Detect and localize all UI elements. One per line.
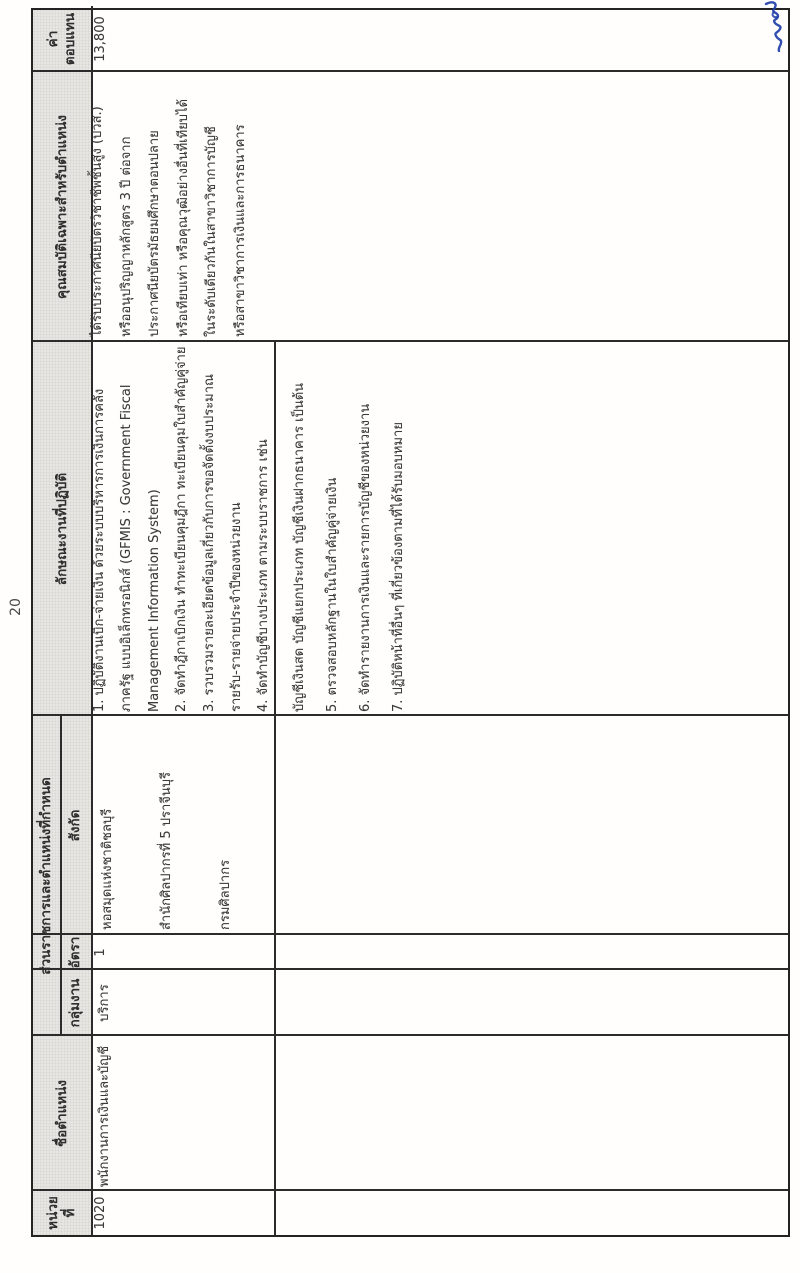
header-cell-unit-no [33, 1191, 91, 1235]
text-line: หรืออนุปริญญาหลักสูตร 3 ปี ต่อจาก [118, 136, 134, 337]
text-line: 7. ปฏิบัติหน้าที่อื่นๆ ที่เกี่ยวข้องตามที่ได้รับมอบหมาย [391, 422, 406, 712]
cell-job-description-part2 [283, 343, 423, 712]
header-cell-work-group [60, 970, 91, 1036]
table-frame [31, 8, 790, 1237]
text-line: ที่ [62, 1208, 78, 1218]
grid-vline-quota [33, 933, 788, 935]
header-cell-position-name [33, 1036, 91, 1191]
grid-vline-position [33, 1034, 788, 1036]
cell-position-name: พนักงานการเงินและบัญชี [97, 1045, 112, 1187]
text-line: ในระดับเดียวกันในสาขาวิชาการบัญชี [204, 126, 220, 337]
text-line: 3. รวบรวมรายละเอียดข้อมูลเกี่ยวกับการขอจัดตั้งงบประมาณ [201, 373, 217, 712]
cell-affiliation [78, 718, 273, 930]
header-label: ค่าตอบแทน [45, 12, 78, 66]
grid-vline-unit-no [33, 1189, 788, 1191]
header-cell-quota [60, 935, 91, 970]
header-cell-agency-group [33, 716, 60, 1036]
cell-compensation: 13,800 [93, 16, 108, 62]
header-cell-job-description [33, 342, 91, 716]
text-line: ภาครัฐ แบบอิเล็กทรอนิกส์ (GFMIS : Government Fiscal [119, 384, 135, 712]
pen-mark [756, 0, 800, 52]
cell-qualifications [84, 73, 260, 337]
text-line: กรมศิลปากร [218, 859, 233, 930]
text-line: 1. ปฏิบัติงานเบิก-จ่ายเงิน ด้วยระบบบริหารการเงินการคลัง [92, 388, 107, 712]
text-line: หอสมุดแห่งชาติชลบุรี [100, 808, 115, 930]
text-line: หรือสาขาวิชาการเงินและการธนาคาร [232, 124, 248, 337]
text-line: รายรับ-รายจ่ายประจำปีของหน่วยงาน [229, 502, 245, 712]
text-line: 6. จัดทำรายงานการเงินและรายการบัญชีของหน่วยงาน [358, 403, 373, 712]
grid-vline-job-desc [33, 340, 788, 342]
text-line: 5. ตรวจสอบหลักฐานในใบสำคัญคู่จ่ายเงิน [325, 477, 340, 712]
text-line: ประกาศนียบัตรมัธยมศึกษาตอนปลาย [147, 130, 163, 337]
grid-hline-row-bottom [274, 342, 276, 1235]
header-label: สังกัด [67, 809, 84, 842]
text-line: 2. จัดทำฎีกาเบิกเงิน ทำทะเบียนคุมฎีกา ทะเบียนคุมใบสำคัญคู่จ่าย [174, 346, 190, 712]
grid-vline-work-group [33, 968, 788, 970]
cell-quota: 1 [93, 948, 108, 957]
text-line: Management Information System) [146, 489, 162, 712]
header-label: ลักษณะงานที่ปฏิบัติ [53, 472, 70, 586]
header-label: อัตรา [67, 936, 84, 969]
header-label: ชื่อตำแหน่ง [53, 1079, 70, 1148]
text-line: สำนักศิลปากรที่ 5 ปราจีนบุรี [159, 772, 174, 930]
page-number: 20 [8, 598, 24, 616]
header-cell-qualifications [33, 72, 91, 342]
text-line: หรือเทียบเท่า หรือคุณวุฒิอย่างอื่นที่เทียบได้ [175, 98, 191, 337]
header-cell-compensation [33, 6, 91, 72]
grid-vline-qualification [33, 70, 788, 72]
text-line: หน่วย [45, 1196, 62, 1230]
cell-job-description-part1 [86, 343, 274, 712]
cell-unit-no: 1020 [93, 1196, 108, 1230]
grid-vline-affiliation [33, 714, 788, 716]
header-label: ส่วนราชการและตำแหน่งที่กำหนด [38, 777, 55, 975]
text-line: 4. จัดทำบัญชีบางประเภท ตามระบบราชการ เช่น [256, 439, 272, 712]
text-line: บัญชีเงินสด บัญชีแยกประเภท บัญชีเงินฝากธนาคาร เป็นต้น [292, 382, 307, 712]
text-line: ได้รับประกาศนียบัตรวิชาชีพชั้นสูง (ปวส.) [90, 106, 105, 337]
cell-work-group: บริการ [97, 984, 112, 1022]
header-label: คุณสมบัติเฉพาะสำหรับตำแหน่ง [53, 115, 70, 299]
header-label: กลุ่มงาน [67, 978, 84, 1028]
